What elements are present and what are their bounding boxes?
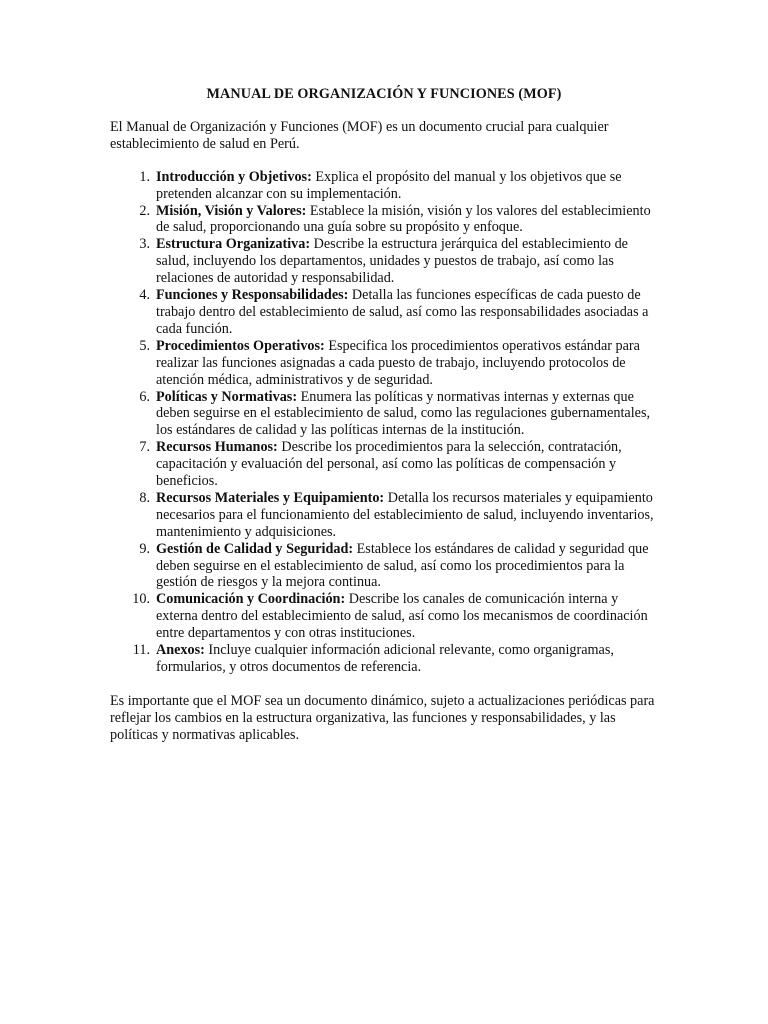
list-item bbox=[110, 203, 658, 237]
list-item-number: 11. bbox=[132, 642, 150, 659]
list-item bbox=[110, 642, 658, 676]
list-item-text: Detalla los recursos materiales y equipamiento necesarios para el funcionamiento del establecimiento de salud, incluyendo inventarios, mantenimiento y adquisiciones. bbox=[156, 489, 654, 540]
intro-paragraph: El Manual de Organización y Funciones (MOF) es un documento crucial para cualquier establecimiento de salud en Perú. bbox=[110, 118, 609, 152]
list-item-number: 8. bbox=[139, 489, 150, 506]
list-item bbox=[110, 338, 658, 389]
list-item-number: 5. bbox=[139, 337, 150, 354]
list-item bbox=[110, 389, 658, 440]
section-list bbox=[110, 169, 658, 676]
list-item-heading: Recursos Humanos: bbox=[156, 439, 278, 456]
list-item-number: 7. bbox=[139, 439, 150, 456]
list-item-heading: Recursos Materiales y Equipamiento: bbox=[156, 489, 385, 506]
list-item-text: Incluye cualquier información adicional relevante, como organigramas, formularios, y otros documentos de referencia. bbox=[156, 642, 614, 675]
list-item bbox=[110, 236, 658, 287]
list-item-number: 4. bbox=[139, 287, 150, 304]
list-item bbox=[110, 439, 658, 490]
list-item-text: Detalla las funciones específicas de cada puesto de trabajo dentro del establecimiento de salud, así como las responsabilidades asociadas a cada función. bbox=[156, 287, 649, 337]
list-item-number: 10. bbox=[132, 591, 150, 608]
list-item-heading: Anexos: bbox=[156, 642, 205, 659]
list-item-number: 6. bbox=[139, 388, 150, 405]
list-item-heading: Funciones y Responsabilidades: bbox=[156, 287, 349, 304]
document-page bbox=[110, 86, 658, 744]
list-item-heading: Introducción y Objetivos: bbox=[156, 168, 312, 185]
list-item-text: Establece la misión, visión y los valores del establecimiento de salud, proporcionando una guía sobre su propósito y enfoque. bbox=[156, 202, 651, 236]
list-item-text: Establece los estándares de calidad y seguridad que deben seguirse en el establecimiento de salud, así como los procedimientos para la gestión de riesgos y la mejora continua. bbox=[156, 540, 649, 591]
list-item-number: 3. bbox=[139, 236, 150, 253]
list-item-heading: Estructura Organizativa: bbox=[156, 236, 311, 253]
list-item-number: 9. bbox=[139, 540, 150, 557]
list-item-number: 1. bbox=[139, 168, 150, 185]
list-item bbox=[110, 490, 658, 541]
list-item-text: Describe los procedimientos para la selección, contratación, capacitación y evaluación del personal, así como las políticas de compensación y beneficios. bbox=[156, 439, 622, 490]
list-item-text: Explica el propósito del manual y los objetivos que se pretenden alcanzar con su implementación. bbox=[156, 168, 622, 202]
list-item bbox=[110, 591, 658, 642]
list-item-heading: Comunicación y Coordinación: bbox=[156, 591, 346, 608]
list-item-heading: Procedimientos Operativos: bbox=[156, 337, 325, 354]
list-item bbox=[110, 287, 658, 338]
list-item-heading: Gestión de Calidad y Seguridad: bbox=[156, 540, 354, 557]
list-item-heading: Misión, Visión y Valores: bbox=[156, 202, 307, 219]
document-title: MANUAL DE ORGANIZACIÓN Y FUNCIONES (MOF) bbox=[206, 86, 562, 102]
list-item bbox=[110, 541, 658, 592]
list-item-text: Describe la estructura jerárquica del establecimiento de salud, incluyendo los departamentos, unidades y puestos de trabajo, así como las relaciones de autoridad y responsabilidad. bbox=[156, 236, 628, 287]
closing-paragraph: Es importante que el MOF sea un documento dinámico, sujeto a actualizaciones periódicas para reflejar los cambios en la estructura organizativa, las funciones y responsabilidades, y las políticas y normativas aplicables. bbox=[110, 692, 655, 743]
list-item-heading: Políticas y Normativas: bbox=[156, 388, 298, 405]
list-item bbox=[110, 169, 658, 203]
list-item-number: 2. bbox=[139, 202, 150, 219]
list-item-text: Especifica los procedimientos operativos estándar para realizar las funciones asignadas a cada puesto de trabajo, incluyendo protocolos de atención médica, administrativos y de seguridad. bbox=[156, 337, 640, 388]
list-item-text: Enumera las políticas y normativas internas y externas que deben seguirse en el establecimiento de salud, como las regulaciones gubernamentales, los estándares de calidad y las políticas internas de la institución. bbox=[156, 388, 651, 439]
list-item-text: Describe los canales de comunicación interna y externa dentro del establecimiento de salud, así como los mecanismos de coordinación entre departamentos y con otras instituciones. bbox=[156, 591, 648, 642]
